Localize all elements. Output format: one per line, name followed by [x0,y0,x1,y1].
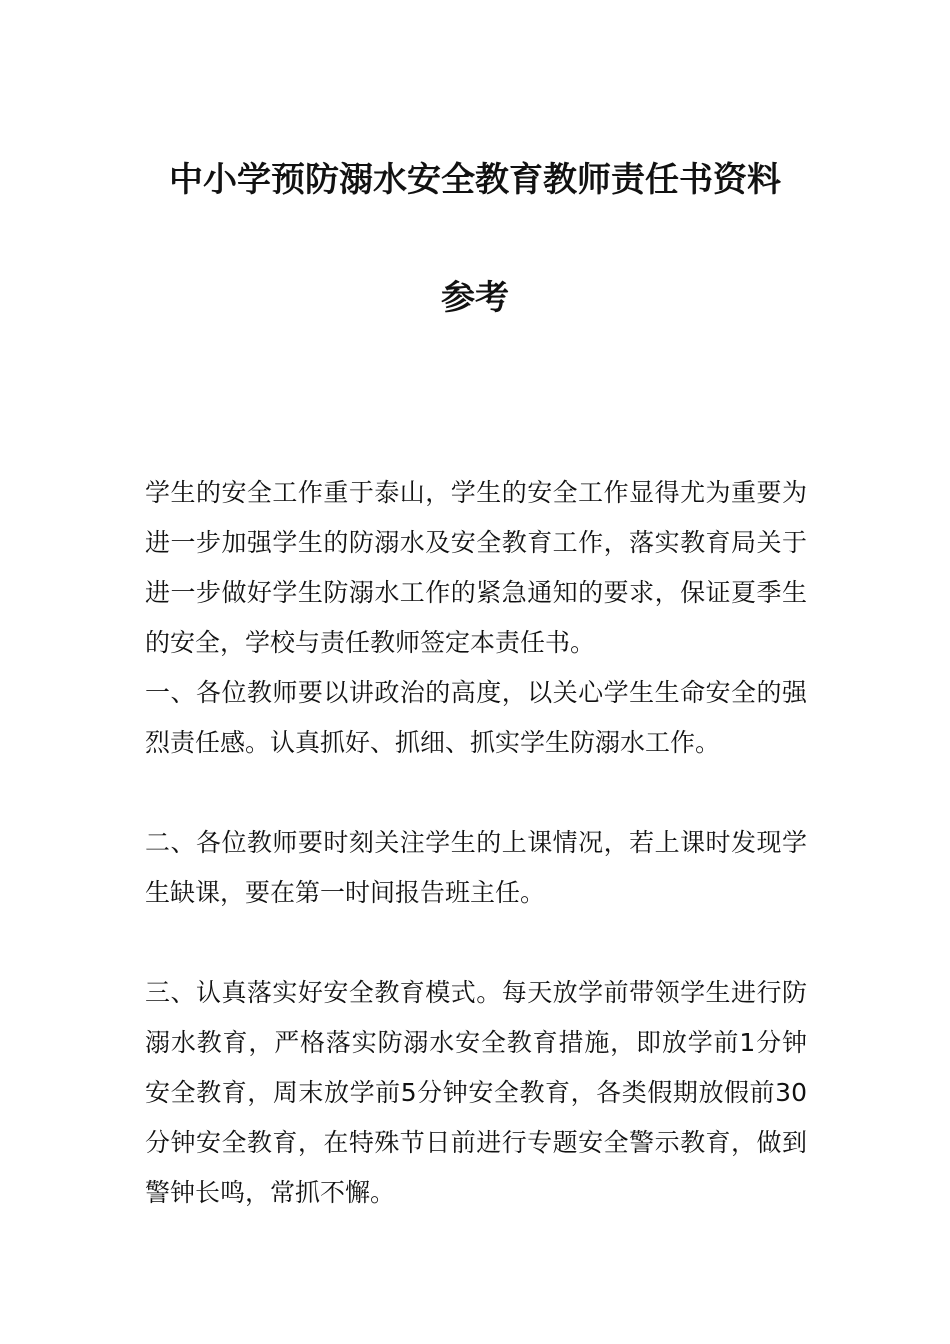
document-title-line-1: 中小学预防溺水安全教育教师责任书资料 [169,160,781,200]
intro-paragraph: 学生的安全工作重于泰山，学生的安全工作显得尤为重要为进一步加强学生的防溺水及安全教育工作，落实教育局关于进一步做好学生防溺水工作的紧急通知的要求，保证夏季生的安全，学校与责任教师签定本责任书。 [145,478,807,657]
paragraph-spacer [145,918,807,968]
document-body [145,468,807,1218]
paragraph-spacer [145,768,807,818]
clause-two-paragraph: 二、各位教师要时刻关注学生的上课情况，若上课时发现学生缺课，要在第一时间报告班主任。 [145,828,807,907]
clause-three-paragraph: 三、认真落实好安全教育模式。每天放学前带领学生进行防溺水教育，严格落实防溺水安全教育措施，即放学前1分钟安全教育，周末放学前5分钟安全教育，各类假期放假前30分钟安全教育，在特殊节日前进行专题安全警示教育，做到警钟长鸣，常抓不懈。 [145,978,807,1207]
clause-one-paragraph: 一、各位教师要以讲政治的高度，以关心学生生命安全的强烈责任感。认真抓好、抓细、抓实学生防溺水工作。 [145,678,807,757]
document-title-line-2: 参考 [441,278,509,318]
